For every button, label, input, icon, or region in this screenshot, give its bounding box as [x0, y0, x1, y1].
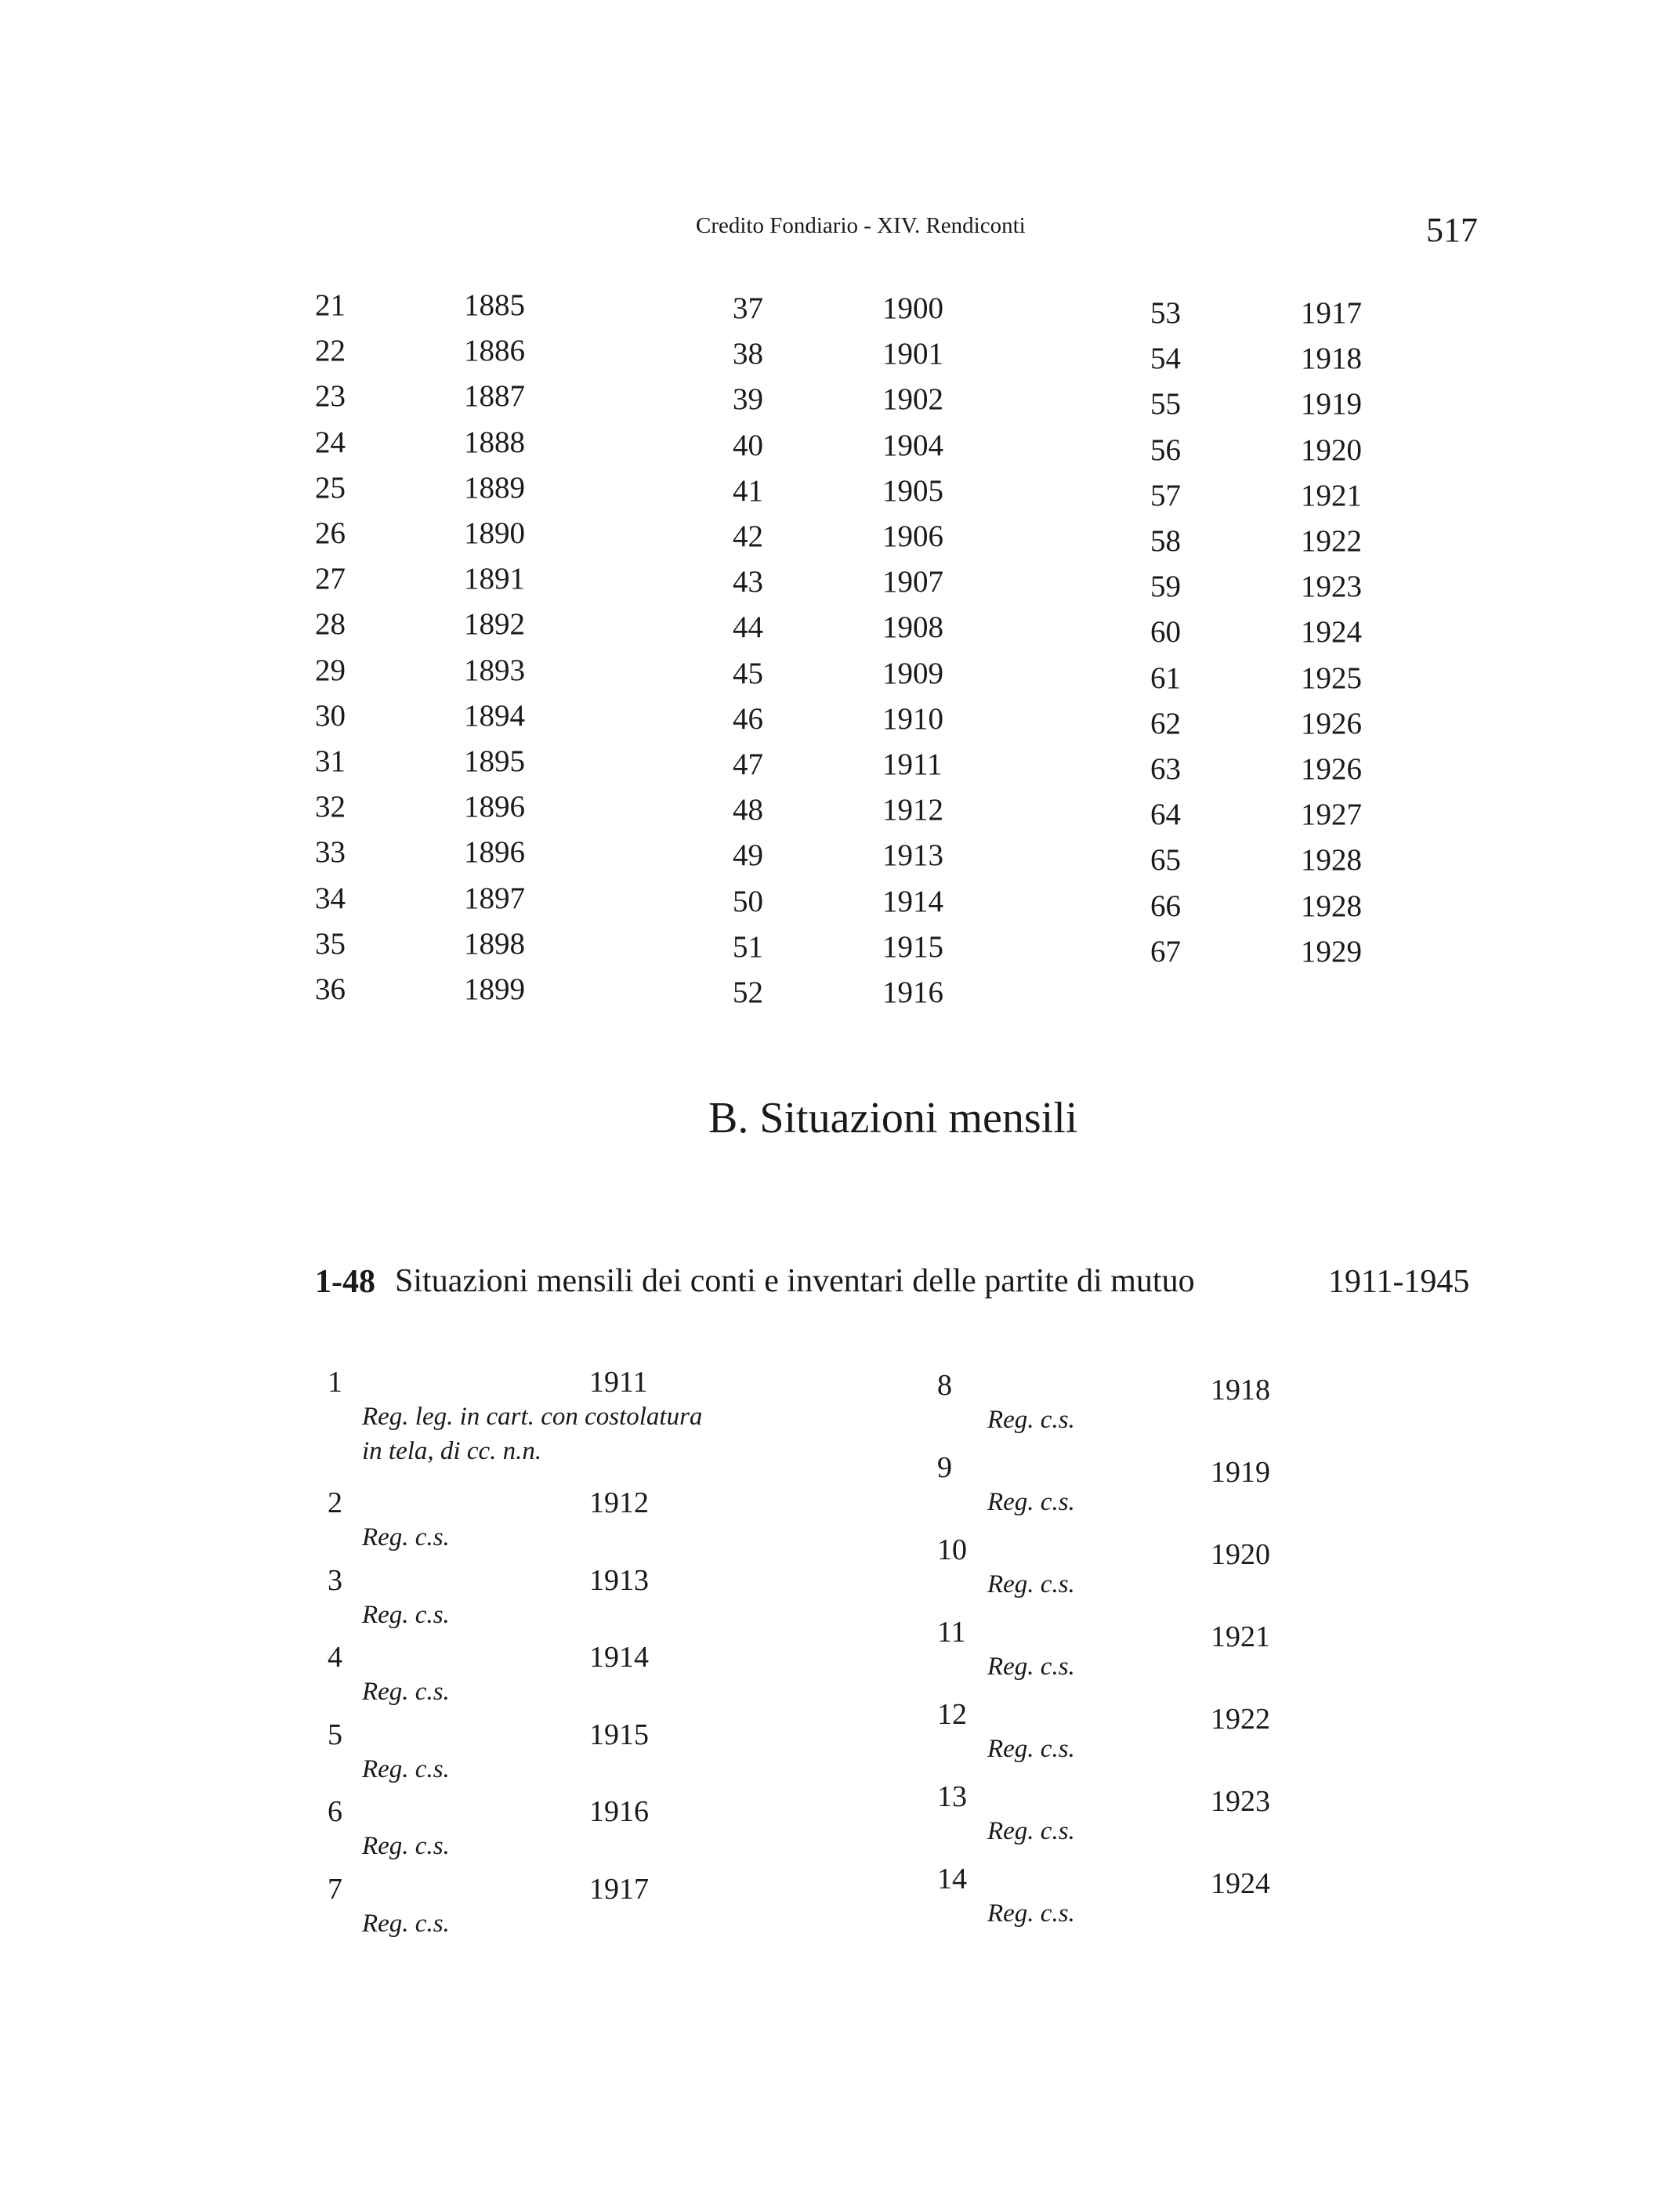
- unit-description: Reg. c.s.: [987, 1899, 1075, 1928]
- unit-description: Reg. c.s.: [362, 1754, 450, 1783]
- unit-year: 1927: [1301, 798, 1362, 832]
- running-head: Credito Fondiario - XIV. Rendiconti: [696, 213, 1026, 238]
- unit-year: 1918: [1211, 1374, 1270, 1407]
- unit-number: 62: [1150, 706, 1181, 740]
- unit-year: 1926: [1301, 752, 1362, 786]
- unit-year: 1922: [1301, 524, 1362, 558]
- unit-year: 1918: [1301, 342, 1362, 376]
- unit-year: 1895: [464, 744, 525, 778]
- unit-number: 23: [315, 379, 346, 414]
- unit-year: 1917: [589, 1872, 649, 1906]
- unit-year: 1896: [464, 835, 525, 870]
- unit-no: 11: [937, 1616, 966, 1649]
- unit-description: Reg. leg. in cart. con costolatura: [362, 1403, 703, 1431]
- unit-no: 5: [328, 1718, 342, 1751]
- unit-year: 1891: [464, 562, 525, 596]
- unit-description: Reg. c.s.: [987, 1817, 1075, 1845]
- unit-number: 66: [1150, 889, 1181, 923]
- unit-year: 1909: [882, 656, 943, 690]
- unit-number: 63: [1150, 752, 1181, 786]
- unit-year: 1920: [1301, 433, 1362, 467]
- unit-number: 45: [733, 656, 763, 690]
- unit-year: 1920: [1211, 1538, 1270, 1571]
- unit-number: 40: [733, 428, 763, 462]
- unit-number: 47: [733, 748, 763, 781]
- unit-number: 31: [315, 744, 346, 778]
- unit-number: 43: [733, 565, 763, 599]
- unit-number: 41: [733, 473, 763, 508]
- unit-year: 1901: [882, 337, 943, 371]
- unit-year: 1921: [1301, 478, 1362, 512]
- unit-year: 1928: [1301, 843, 1362, 878]
- unit-year: 1922: [1211, 1703, 1270, 1736]
- unit-number: 53: [1150, 296, 1181, 330]
- unit-description: Reg. c.s.: [362, 1678, 450, 1706]
- unit-year: 1919: [1301, 387, 1362, 422]
- unit-description: Reg. c.s.: [987, 1735, 1075, 1763]
- unit-year: 1915: [589, 1718, 649, 1751]
- unit-year: 1925: [1301, 661, 1362, 695]
- unit-number: 32: [315, 790, 346, 824]
- unit-year: 1900: [882, 291, 943, 325]
- unit-year: 1923: [1211, 1785, 1270, 1818]
- unit-year: 1924: [1301, 615, 1362, 650]
- unit-no: 6: [328, 1795, 342, 1828]
- unit-year: 1893: [464, 653, 525, 687]
- unit-year: 1896: [464, 790, 525, 824]
- unit-number: 67: [1150, 934, 1181, 968]
- unit-number: 28: [315, 607, 346, 642]
- unit-description: Reg. c.s.: [987, 1653, 1075, 1681]
- unit-year: 1890: [464, 516, 525, 550]
- series-dates: 1911-1945: [1328, 1264, 1470, 1300]
- page-number: 517: [1426, 211, 1478, 249]
- unit-number: 25: [315, 470, 346, 505]
- unit-number: 55: [1150, 387, 1181, 422]
- unit-no: 8: [937, 1369, 952, 1402]
- unit-no: 13: [937, 1780, 967, 1813]
- unit-number: 50: [733, 884, 763, 918]
- unit-year: 1928: [1301, 889, 1362, 923]
- unit-year: 1921: [1211, 1620, 1270, 1653]
- unit-year: 1904: [882, 428, 943, 462]
- unit-number: 21: [315, 288, 346, 322]
- unit-number: 26: [315, 516, 346, 550]
- unit-year: 1906: [882, 520, 943, 553]
- unit-year: 1897: [464, 881, 525, 915]
- unit-description: in tela, di cc. n.n.: [362, 1437, 542, 1465]
- unit-year: 1919: [1211, 1456, 1270, 1489]
- unit-year: 1889: [464, 470, 525, 505]
- unit-year: 1907: [882, 565, 943, 599]
- unit-year: 1888: [464, 425, 525, 459]
- unit-no: 9: [937, 1451, 952, 1484]
- unit-year: 1911: [882, 748, 943, 781]
- section-heading: B. Situazioni mensili: [708, 1094, 1078, 1142]
- unit-year: 1898: [464, 926, 525, 961]
- unit-number: 52: [733, 976, 763, 1009]
- unit-year: 1887: [464, 379, 525, 414]
- unit-number: 65: [1150, 843, 1181, 878]
- unit-no: 2: [328, 1486, 342, 1519]
- unit-number: 33: [315, 835, 346, 870]
- unit-description: Reg. c.s.: [362, 1832, 450, 1860]
- unit-year: 1923: [1301, 570, 1362, 604]
- unit-year: 1908: [882, 610, 943, 645]
- unit-description: Reg. c.s.: [362, 1523, 450, 1551]
- unit-number: 42: [733, 520, 763, 553]
- unit-number: 29: [315, 653, 346, 687]
- unit-year: 1886: [464, 334, 525, 368]
- unit-number: 51: [733, 929, 763, 964]
- unit-year: 1914: [589, 1641, 649, 1674]
- unit-year: 1911: [589, 1366, 648, 1399]
- unit-no: 14: [937, 1863, 967, 1895]
- unit-number: 37: [733, 291, 763, 325]
- unit-number: 56: [1150, 433, 1181, 467]
- unit-number: 24: [315, 425, 346, 459]
- unit-year: 1916: [882, 976, 943, 1009]
- unit-year: 1924: [1211, 1867, 1270, 1900]
- unit-description: Reg. c.s.: [362, 1909, 450, 1938]
- unit-year: 1899: [464, 972, 525, 1006]
- unit-year: 1926: [1301, 706, 1362, 740]
- unit-number: 34: [315, 881, 346, 915]
- unit-number: 61: [1150, 661, 1181, 695]
- unit-year: 1913: [589, 1563, 649, 1597]
- unit-year: 1892: [464, 607, 525, 642]
- unit-number: 27: [315, 562, 346, 596]
- unit-year: 1916: [589, 1795, 649, 1828]
- unit-number: 54: [1150, 342, 1181, 376]
- unit-no: 4: [328, 1641, 342, 1674]
- unit-no: 1: [328, 1366, 342, 1399]
- unit-no: 7: [328, 1872, 342, 1906]
- unit-year: 1902: [882, 382, 943, 417]
- unit-year: 1914: [882, 884, 943, 918]
- unit-number: 46: [733, 701, 763, 736]
- unit-description: Reg. c.s.: [987, 1488, 1075, 1516]
- series-title: Situazioni mensili dei conti e inventari delle partite di mutuo: [395, 1263, 1195, 1299]
- unit-number: 49: [733, 838, 763, 873]
- unit-description: Reg. c.s.: [987, 1570, 1075, 1598]
- unit-year: 1917: [1301, 296, 1362, 330]
- series-number: 1-48: [315, 1264, 375, 1300]
- unit-no: 3: [328, 1563, 342, 1597]
- unit-number: 57: [1150, 478, 1181, 512]
- unit-description: Reg. c.s.: [987, 1406, 1075, 1434]
- unit-number: 59: [1150, 570, 1181, 604]
- unit-number: 22: [315, 334, 346, 368]
- unit-description: Reg. c.s.: [362, 1600, 450, 1629]
- unit-number: 48: [733, 793, 763, 827]
- unit-year: 1915: [882, 929, 943, 964]
- unit-year: 1910: [882, 701, 943, 736]
- unit-number: 35: [315, 926, 346, 961]
- unit-no: 12: [937, 1698, 967, 1731]
- unit-year: 1912: [882, 793, 943, 827]
- unit-year: 1885: [464, 288, 525, 322]
- unit-number: 60: [1150, 615, 1181, 650]
- unit-number: 44: [733, 610, 763, 645]
- unit-number: 38: [733, 337, 763, 371]
- unit-year: 1894: [464, 698, 525, 733]
- unit-number: 36: [315, 972, 346, 1006]
- unit-number: 39: [733, 382, 763, 417]
- unit-number: 30: [315, 698, 346, 733]
- unit-number: 58: [1150, 524, 1181, 558]
- unit-number: 64: [1150, 798, 1181, 832]
- unit-year: 1905: [882, 473, 943, 508]
- unit-year: 1929: [1301, 934, 1362, 968]
- unit-year: 1913: [882, 838, 943, 873]
- unit-no: 10: [937, 1533, 967, 1566]
- unit-year: 1912: [589, 1486, 649, 1519]
